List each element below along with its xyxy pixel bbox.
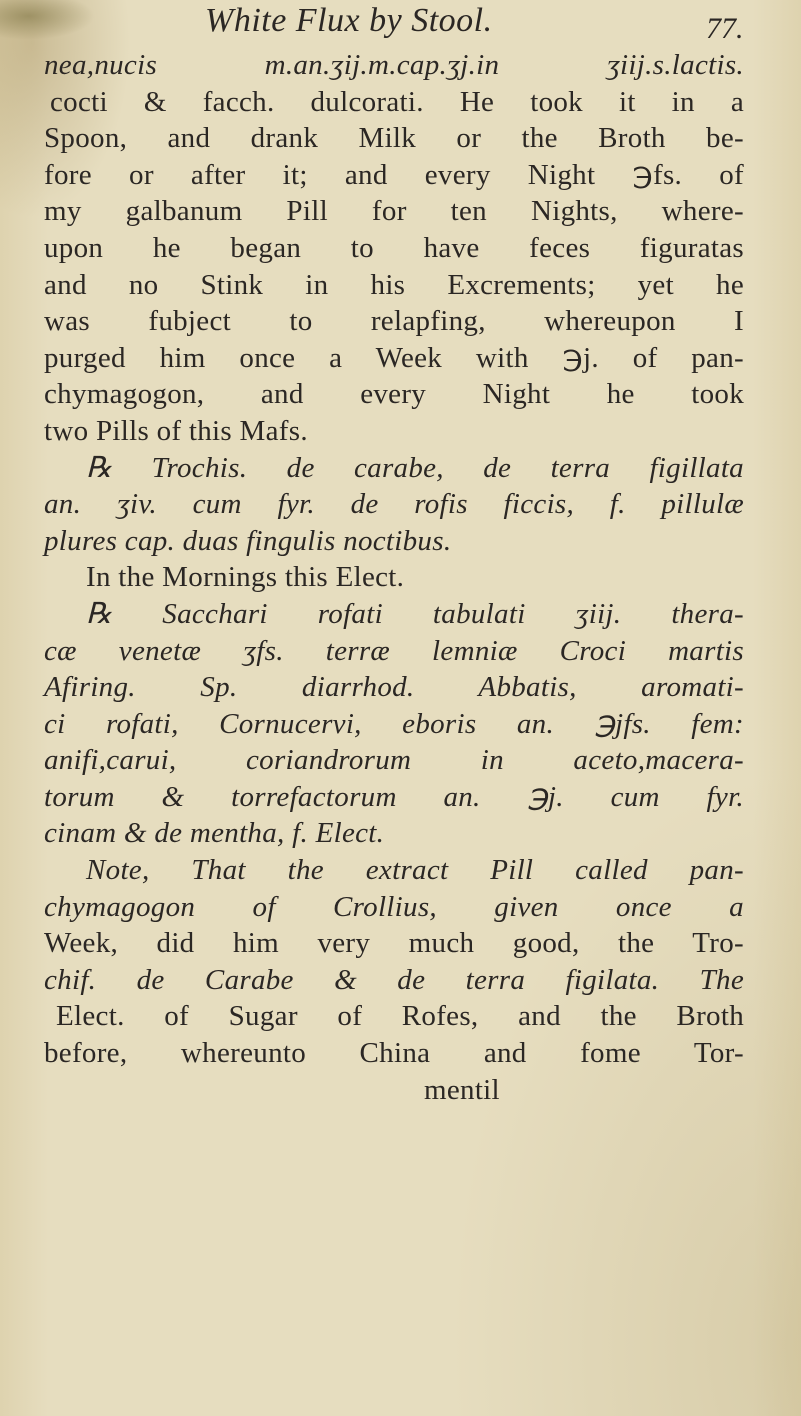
text-line: and no Stink in his Excrements; yet he bbox=[44, 268, 744, 301]
text-line: purged him once a Week with ℈j. of pan- bbox=[44, 341, 744, 374]
text-line: cæ venetæ ʒfs. terræ lemniæ Croci martis bbox=[44, 634, 744, 667]
catchword: mentil bbox=[424, 1073, 500, 1106]
text-line: Elect. of Sugar of Rofes, and the Broth bbox=[56, 1000, 744, 1033]
page-number: 77. bbox=[706, 12, 744, 45]
text-line: torum & torrefactorum an. ℈j. cum fyr. bbox=[44, 780, 744, 813]
text-line: chif. de Carabe & de terra figilata. The bbox=[44, 963, 744, 996]
text-line: was fubject to relapfing, whereupon I bbox=[44, 305, 744, 338]
text-line: ℞ Sacchari rofati tabulati ʒiij. thera- bbox=[86, 597, 744, 630]
text-line: ci rofati, Cornucervi, eboris an. ℈jfs. fem: bbox=[44, 707, 744, 740]
text-line: my galbanum Pill for ten Nights, where- bbox=[44, 195, 744, 228]
running-head: White Flux by Stool. bbox=[205, 2, 493, 39]
text-line: two Pills of this Mafs. bbox=[44, 414, 308, 447]
text-line: Afiring. Sp. diarrhod. Abbatis, aromati- bbox=[44, 671, 744, 704]
text-line: anifi,carui, coriandrorum in aceto,macera- bbox=[44, 744, 744, 777]
text-line: Note, That the extract Pill called pan- bbox=[86, 854, 744, 887]
text-line: plures cap. duas fingulis noctibus. bbox=[44, 524, 452, 557]
page-header bbox=[0, 0, 801, 50]
text-line: an. ʒiv. cum fyr. de rofis ficcis, f. pillulæ bbox=[44, 488, 744, 521]
text-line: cocti & facch. dulcorati. He took it in a bbox=[50, 85, 744, 118]
text-line: chymagogon, and every Night he took bbox=[44, 378, 744, 411]
text-line: ℞ Trochis. de carabe, de terra figillata bbox=[86, 451, 744, 484]
text-line: fore or after it; and every Night ℈fs. of bbox=[44, 158, 744, 191]
text-line: Week, did him very much good, the Tro- bbox=[44, 927, 744, 960]
text-line: before, whereunto China and fome Tor- bbox=[44, 1037, 744, 1070]
text-line: chymagogon of Crollius, given once a bbox=[44, 890, 744, 923]
text-line: In the Mornings this Elect. bbox=[86, 561, 405, 594]
text-line: nea,nucis m.an.ʒij.m.cap.ʒj.in ʒiij.s.lactis. bbox=[44, 49, 744, 81]
body-text bbox=[44, 47, 744, 1108]
text-line: cinam & de mentha, f. Elect. bbox=[44, 817, 385, 850]
text-line: Spoon, and drank Milk or the Broth be- bbox=[44, 122, 744, 155]
text-line: upon he began to have feces figuratas bbox=[44, 231, 744, 264]
